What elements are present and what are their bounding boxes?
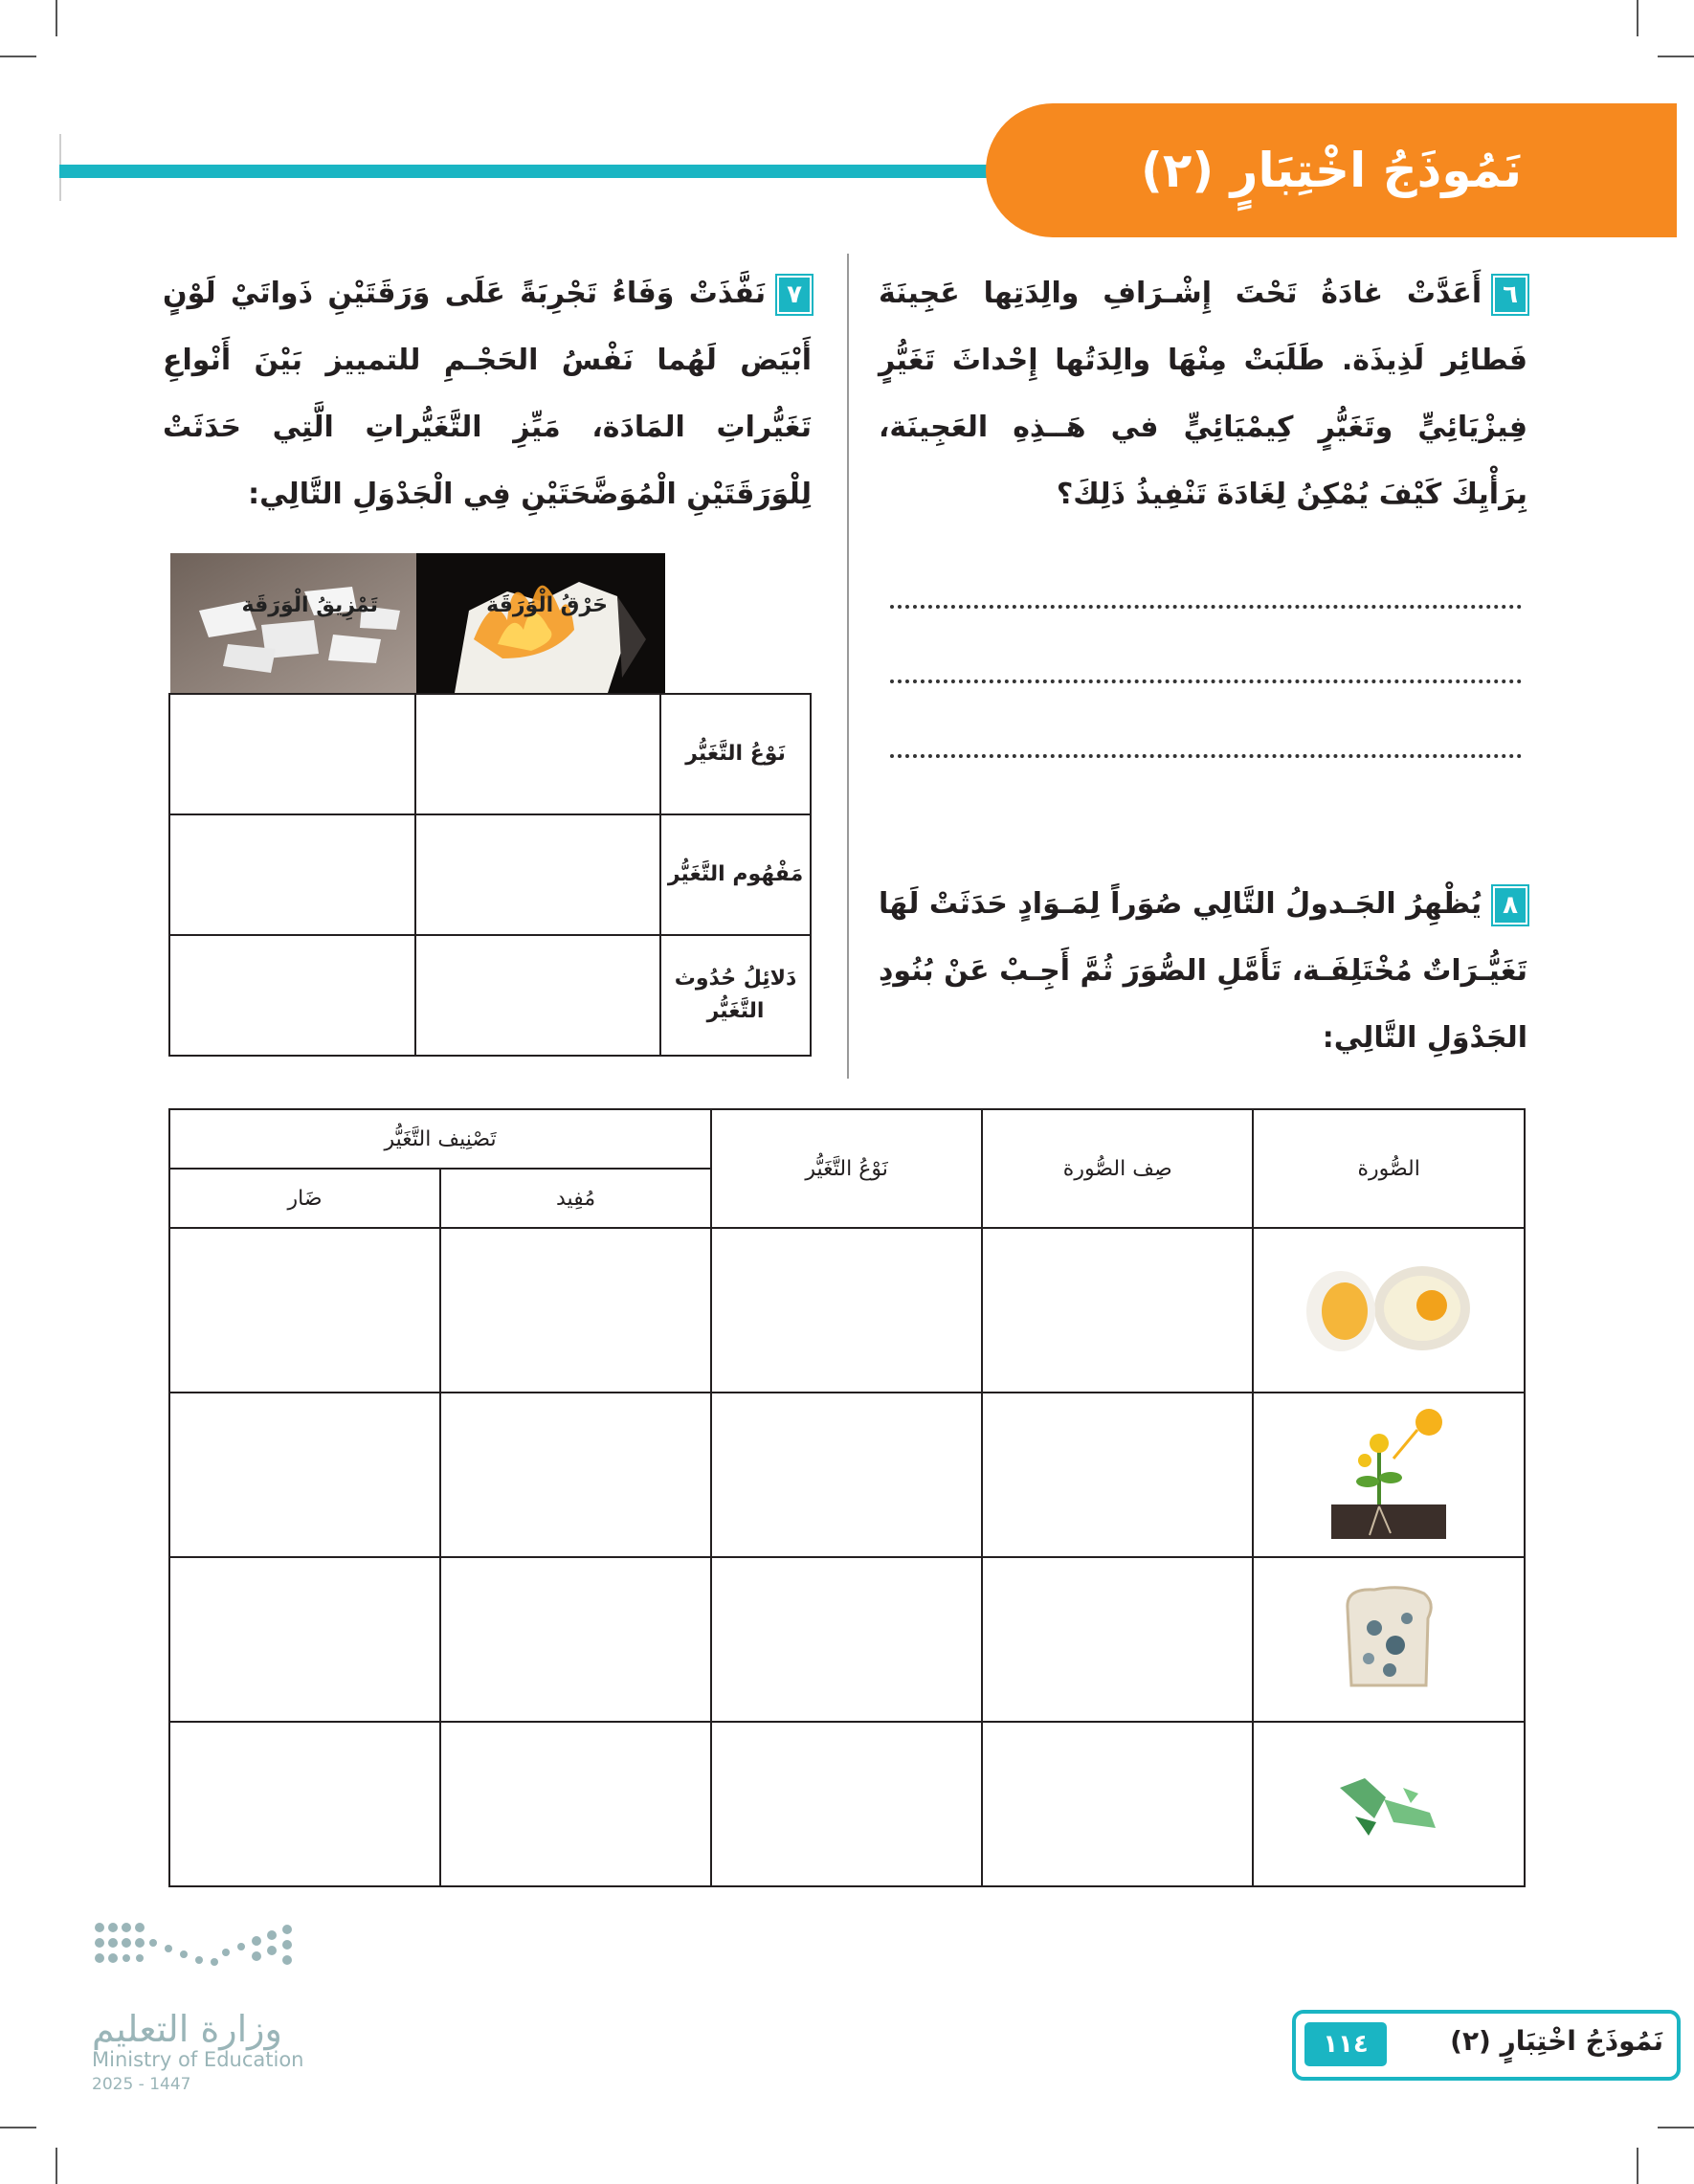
- header-classification: تَصْنِيف التَّغَيُّر: [169, 1109, 711, 1169]
- ministry-logo-icon: [92, 1918, 302, 1985]
- answer-cell[interactable]: [982, 1722, 1253, 1886]
- table-row: [169, 1393, 1525, 1557]
- answer-line[interactable]: [890, 680, 1522, 683]
- table-row: [169, 1557, 1525, 1722]
- answer-cell[interactable]: [982, 1393, 1253, 1557]
- page-header: [986, 103, 1677, 237]
- header-harmful: ضَار: [169, 1169, 440, 1228]
- answer-cell[interactable]: [169, 1228, 440, 1393]
- answer-cell[interactable]: [415, 935, 661, 1056]
- answer-cell[interactable]: [440, 1228, 711, 1393]
- question-number: ٨: [1493, 886, 1527, 925]
- moldy-bread-icon: [1336, 1580, 1441, 1695]
- table-row: [169, 1228, 1525, 1393]
- answer-cell[interactable]: [169, 1557, 440, 1722]
- question-number: ٦: [1493, 276, 1527, 314]
- header-image: الصُّورة: [1253, 1109, 1525, 1228]
- ministry-name-ar: وزارة التعليم: [92, 2008, 282, 2050]
- question-8: [879, 871, 1527, 1072]
- table-row: [169, 1722, 1525, 1886]
- photo-caption: حَرْقُ الْوَرَقَة: [486, 593, 608, 617]
- q8-table: [168, 1108, 1526, 1887]
- header-describe: صِف الصُّورة: [982, 1109, 1253, 1228]
- table-row: [169, 814, 811, 935]
- q7-table: [168, 693, 812, 1057]
- question-text: نَفَّذَتْ وَفَاءُ تَجْرِبَةً عَلَى وَرَقَتَيْنِ ذَواتَيْ لَوْنٍ أَبْيَض لَهُما نَفْسُ الحَجْـمِ للتمييز بَيْنَ أَنْواعِ تَغَيُّراتِ المَادَة، مَيِّزِ التَّغَيُّراتِ الَّتِي حَدَثَتْ لِلْوَرَقَتَيْنِ الْمُوَضَّحَتَيْنِ فِي الْجَدْوَلِ التَّالِي:: [163, 277, 812, 511]
- ministry-year: 2025 - 1447: [92, 2075, 191, 2094]
- row-header: نَوْعُ التَّغَيُّر: [660, 694, 811, 814]
- answer-cell[interactable]: [169, 814, 415, 935]
- egg-icon: [1293, 1256, 1484, 1361]
- table-header-row: [169, 1109, 1525, 1169]
- image-cell: [1253, 1228, 1525, 1393]
- image-cell: [1253, 1393, 1525, 1557]
- image-cell: [1253, 1722, 1525, 1886]
- answer-cell[interactable]: [982, 1557, 1253, 1722]
- answer-cell[interactable]: [440, 1393, 711, 1557]
- question-6: [879, 260, 1527, 528]
- header-accent-bar: [59, 165, 1016, 178]
- question-number: ٧: [777, 276, 812, 314]
- torn-paper-icon: [170, 553, 416, 693]
- answer-cell[interactable]: [440, 1557, 711, 1722]
- answer-cell[interactable]: [169, 935, 415, 1056]
- answer-cell[interactable]: [169, 1393, 440, 1557]
- question-text: يُظْهِرُ الجَـدولُ التَّالِي صُوَراً لِمَـوَادٍ حَدَثَتْ لَهَا تَغَيُّـرَاتٌ مُخْتَلِفَـة، تَأَمَّلِ الصُّوَرَ ثُمَّ أَجِـبْ عَنْ بُنُودِ الجَدْوَلِ التَّالِي:: [878, 887, 1527, 1055]
- plant-sun-icon: [1322, 1401, 1456, 1545]
- burning-paper-photo: [416, 553, 665, 693]
- image-cell: [1253, 1557, 1525, 1722]
- answer-cell[interactable]: [169, 694, 415, 814]
- question-text: أَعَدَّتْ غادَةُ تَحْتَ إِشْـرَافِ والِدَتِها عَجِينَةَ فَطائِر لَذِيذَة. طَلَبَتْ مِنْهَا والِدَتُها إِحْداثَ تَغَيُّرٍ فِيزْيَائِيٍّ وتَغَيُّرٍ كِيمْيَائِيٍّ في هَــذِهِ العَجِينَة، بِرَأْيِكَ كَيْفَ يُمْكِنُ لِغَادَةَ تَنْفِيذُ ذَلِكَ؟: [879, 277, 1527, 511]
- answer-cell[interactable]: [415, 694, 661, 814]
- row-header: مَفْهُوم التَّغَيُّر: [660, 814, 811, 935]
- page-title: نَمُوذَجُ اخْتِبَارٍ (٢): [1141, 143, 1522, 198]
- answer-cell[interactable]: [169, 1722, 440, 1886]
- header-type: نَوْعُ التَّغَيُّر: [711, 1109, 982, 1228]
- answer-cell[interactable]: [711, 1722, 982, 1886]
- fire-icon: [416, 553, 665, 693]
- column-divider: [847, 254, 849, 1079]
- torn-paper-photo: [170, 553, 416, 693]
- answer-cell[interactable]: [982, 1228, 1253, 1393]
- question-7: [163, 260, 812, 528]
- header-useful: مُفِيد: [440, 1169, 711, 1228]
- answer-cell[interactable]: [711, 1393, 982, 1557]
- ministry-name-en: Ministry of Education: [92, 2048, 304, 2071]
- footer-title: نَمُوذَجُ اخْتِبَارٍ (٢): [1450, 2025, 1663, 2057]
- answer-cell[interactable]: [711, 1228, 982, 1393]
- answer-line[interactable]: [890, 605, 1522, 609]
- page-number: ١١٤: [1302, 2019, 1390, 2069]
- row-header: دَلائِلُ حُدُوث التَّغَيُّر: [660, 935, 811, 1056]
- answer-cell[interactable]: [711, 1557, 982, 1722]
- answer-line[interactable]: [890, 754, 1522, 758]
- answer-cell[interactable]: [415, 814, 661, 935]
- table-row: [169, 694, 811, 814]
- broken-glass-icon: [1326, 1759, 1451, 1845]
- photo-caption: تَمْزِيقُ الْوَرَقَة: [241, 593, 378, 617]
- answer-cell[interactable]: [440, 1722, 711, 1886]
- page-footer: [1292, 2010, 1681, 2081]
- table-row: [169, 935, 811, 1056]
